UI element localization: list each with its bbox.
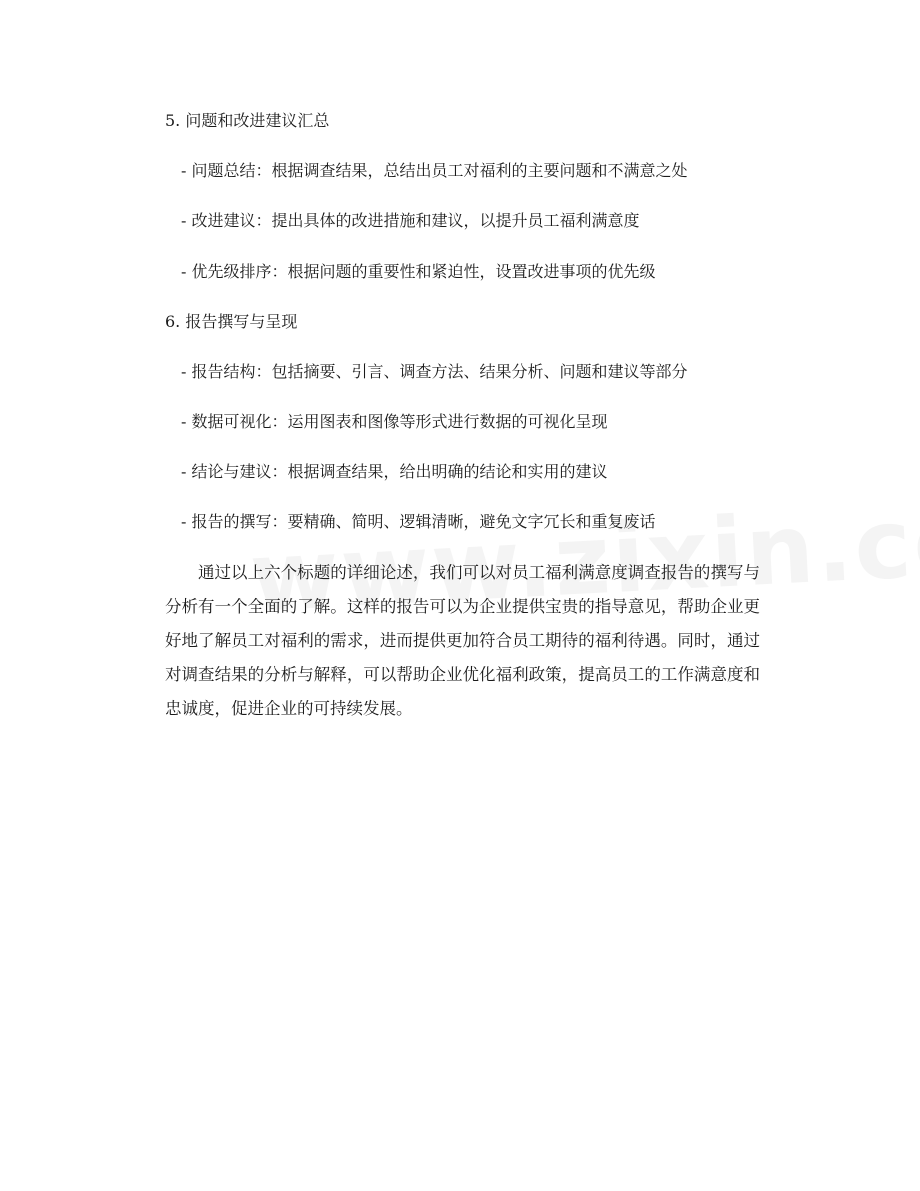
section-5-item-problem-summary: - 问题总结：根据调查结果，总结出员工对福利的主要问题和不满意之处 [181, 161, 688, 180]
section-6-heading: 6. 报告撰写与呈现 [165, 312, 298, 331]
section-5-heading: 5. 问题和改进建议汇总 [165, 111, 330, 130]
section-6-item-data-visualization: - 数据可视化：运用图表和图像等形式进行数据的可视化呈现 [181, 412, 608, 431]
section-6-item-report-writing: - 报告的撰写：要精确、简明、逻辑清晰，避免文字冗长和重复废话 [181, 512, 656, 531]
section-6-item-conclusions: - 结论与建议：根据调查结果，给出明确的结论和实用的建议 [181, 462, 608, 481]
section-5-item-improvement-suggestions: - 改进建议：提出具体的改进措施和建议，以提升员工福利满意度 [181, 211, 640, 230]
section-6-item-report-structure: - 报告结构：包括摘要、引言、调查方法、结果分析、问题和建议等部分 [181, 362, 688, 381]
section-5-item-priority-ranking: - 优先级排序：根据问题的重要性和紧迫性，设置改进事项的优先级 [181, 262, 656, 281]
conclusion-paragraph: 通过以上六个标题的详细论述，我们可以对员工福利满意度调查报告的撰写与分析有一个全面的了解。这样的报告可以为企业提供宝贵的指导意见，帮助企业更好地了解员工对福利的需求，进而提供更加符合员工期待的福利待遇。同时，通过对调查结果的分析与解释，可以帮助企业优化福利政策，提高员工的工作满意度和忠诚度，促进企业的可持续发展。 [165, 563, 760, 718]
